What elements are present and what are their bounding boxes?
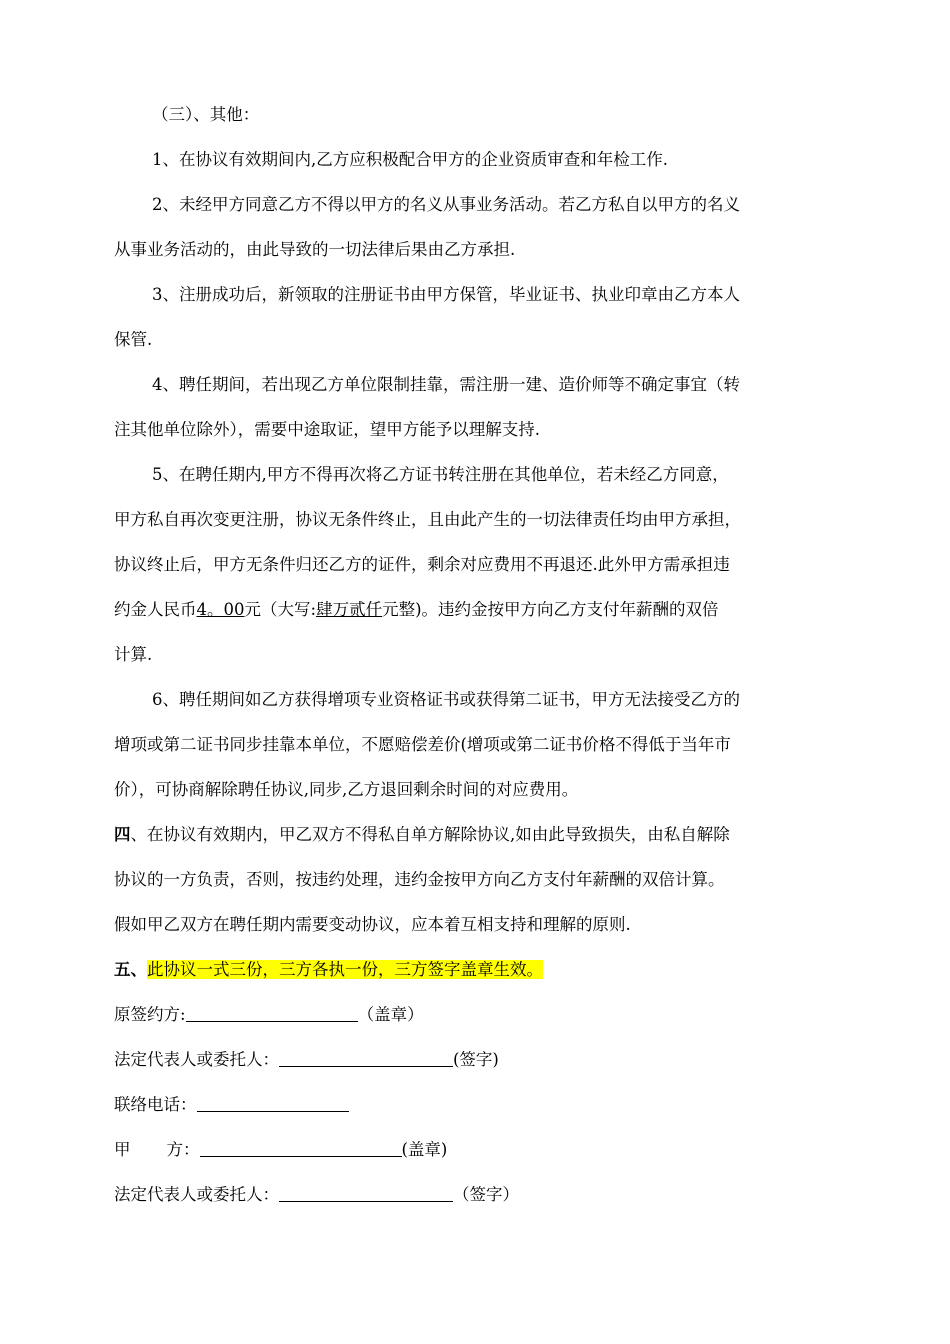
section-3-heading: （三）、其他： xyxy=(152,105,260,124)
item-1: 1、在协议有效期间内,乙方应积极配合甲方的企业资质审查和年检工作. xyxy=(152,150,668,169)
legal-rep-label-2: 法定代表人或委托人： xyxy=(114,1185,279,1204)
seal-note-2: (盖章) xyxy=(401,1140,448,1159)
sign-note-2: （签字） xyxy=(453,1185,519,1204)
item-2-line-2: 从事业务活动的，由此导致的一切法律后果由乙方承担. xyxy=(114,240,516,259)
document-page xyxy=(114,92,838,1217)
penalty-amount: 4。00 xyxy=(196,600,245,619)
legal-rep-label-1: 法定代表人或委托人： xyxy=(114,1050,279,1069)
item-5-line-3: 协议终止后，甲方无条件归还乙方的证件，剩余对应费用不再退还.此外甲方需承担违 xyxy=(114,555,730,574)
phone-label: 联络电话： xyxy=(114,1095,197,1114)
legal-rep-blank-1[interactable] xyxy=(279,1050,453,1067)
item-6-line-1: 6、聘任期间如乙方获得增项专业资格证书或获得第二证书，甲方无法接受乙方的 xyxy=(152,690,740,709)
legal-rep-blank-2[interactable] xyxy=(279,1185,453,1202)
item-3-line-2: 保管. xyxy=(114,330,153,349)
item-5-line-5: 计算. xyxy=(114,645,153,664)
item-6-line-3: 价），可协商解除聘任协议,同步,乙方退回剩余时间的对应费用。 xyxy=(114,780,579,799)
phone-blank[interactable] xyxy=(197,1095,349,1112)
item-5-text-a: 约金人民币 xyxy=(114,600,197,619)
item-5-line-4 xyxy=(114,587,838,632)
item-2-line-1: 2、未经甲方同意乙方不得以甲方的名义从事业务活动。若乙方私自以甲方的名义 xyxy=(152,195,740,214)
section-4-line-3: 假如甲乙双方在聘任期内需要变动协议，应本着互相支持和理解的原则. xyxy=(114,915,631,934)
penalty-amount-chinese: 肆万贰仟 xyxy=(316,600,383,619)
original-party-label: 原签约方: xyxy=(114,1005,186,1024)
section-4-text-1: 、在协议有效期内，甲乙双方不得私自单方解除协议,如由此导致损失，由私自解除 xyxy=(130,825,730,844)
item-3-line-1: 3、注册成功后，新领取的注册证书由甲方保管，毕业证书、执业印章由乙方本人 xyxy=(152,285,740,304)
phone-row xyxy=(114,1082,838,1127)
section-4-line-1 xyxy=(114,812,838,857)
item-5-text-b: 元（大写: xyxy=(244,600,317,619)
item-5-text-c: 元整)。违约金按甲方向乙方支付年薪酬的双倍 xyxy=(382,600,719,619)
original-party-row xyxy=(114,992,838,1037)
party-a-row xyxy=(114,1127,838,1172)
section-5-highlighted-text: 此协议一式三份，三方各执一份，三方签字盖章生效。 xyxy=(147,960,543,979)
item-4-line-2: 注其他单位除外），需要中途取证，望甲方能予以理解支持. xyxy=(114,420,540,439)
section-5-number: 五、 xyxy=(114,960,147,979)
section-5 xyxy=(114,947,838,992)
item-4-line-1: 4、聘任期间，若出现乙方单位限制挂靠，需注册一建、造价师等不确定事宜（转 xyxy=(152,375,740,394)
item-5-line-1: 5、在聘任期内,甲方不得再次将乙方证书转注册在其他单位，若未经乙方同意， xyxy=(152,465,729,484)
section-4-line-2: 协议的一方负责，否则，按违约处理，违约金按甲方向乙方支付年薪酬的双倍计算。 xyxy=(114,870,725,889)
section-4-number: 四 xyxy=(114,825,131,844)
item-5-line-2: 甲方私自再次变更注册，协议无条件终止，且由此产生的一切法律责任均由甲方承担， xyxy=(114,510,741,529)
seal-note-1: （盖章） xyxy=(357,1005,424,1024)
party-a-blank[interactable] xyxy=(200,1140,402,1157)
legal-rep-row-2 xyxy=(114,1172,838,1217)
sign-note-1: (签字) xyxy=(453,1050,499,1069)
party-a-label-1: 甲 xyxy=(114,1140,131,1159)
party-a-label-2: 方： xyxy=(166,1140,200,1159)
legal-rep-row-1 xyxy=(114,1037,838,1082)
original-party-blank[interactable] xyxy=(186,1005,358,1022)
item-6-line-2: 增项或第二证书同步挂靠本单位，不愿赔偿差价(增项或第二证书价格不得低于当年市 xyxy=(114,735,731,754)
